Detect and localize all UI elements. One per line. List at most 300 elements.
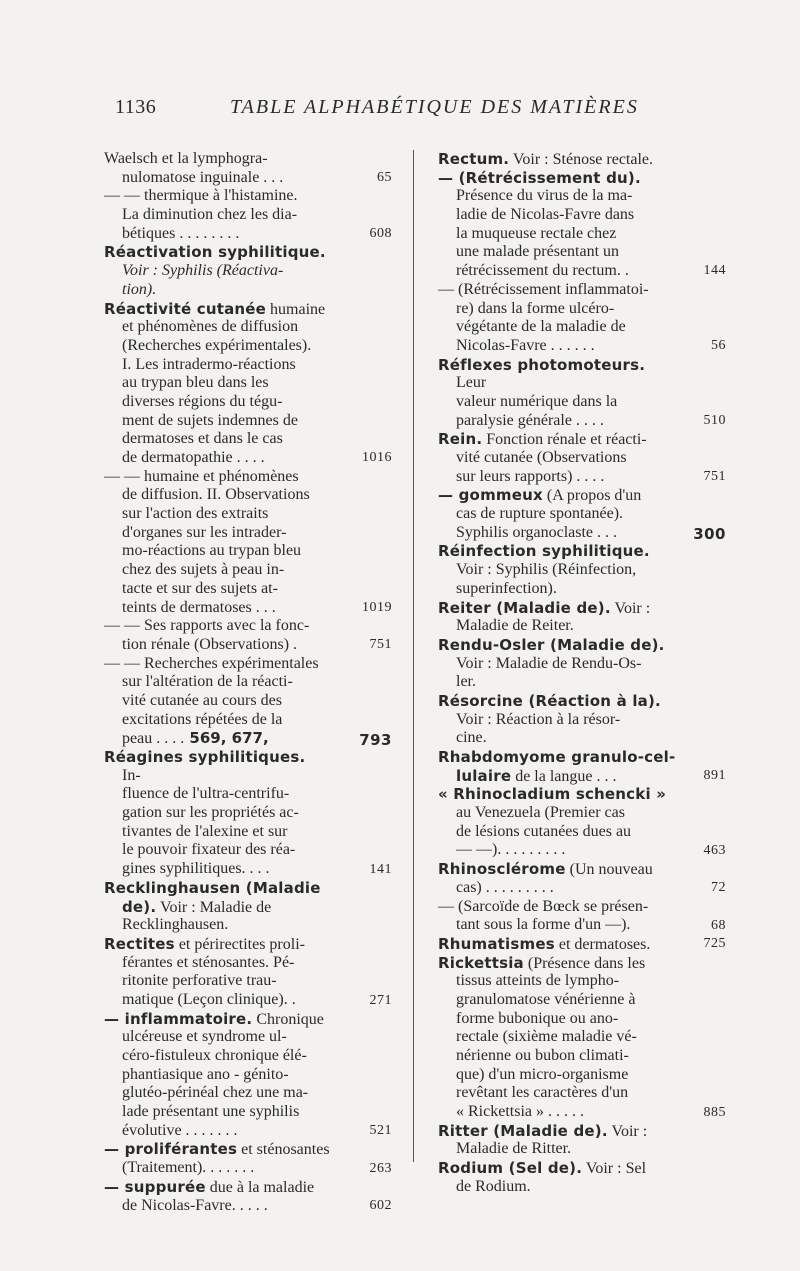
entry-text: Syphilis organoclaste . . . xyxy=(456,523,618,541)
entry-line xyxy=(438,729,681,748)
entry-text: gines syphilitiques. . . . xyxy=(122,860,270,878)
entry-line xyxy=(438,655,681,674)
entry-text: (Traitement). . . . . . . xyxy=(122,1159,255,1177)
entry-line xyxy=(438,393,681,412)
entry-line xyxy=(104,356,377,375)
entry-text: (Un nouveau xyxy=(565,861,653,879)
index-entry xyxy=(438,1122,681,1159)
page-reference: 263 xyxy=(369,1160,392,1176)
entry-line xyxy=(438,1140,681,1159)
entry-line xyxy=(438,935,681,954)
entry-line xyxy=(104,972,377,991)
index-entry xyxy=(438,954,681,1122)
index-entry xyxy=(438,860,681,897)
page-reference: 521 xyxy=(369,1123,392,1139)
entry-line xyxy=(438,954,681,973)
entry-heading: Réinfection syphilitique. xyxy=(438,542,650,561)
running-title: TABLE ALPHABÉTIQUE DES MATIÈRES xyxy=(230,96,639,118)
entry-line xyxy=(104,1028,377,1047)
entry-text: et phénomènes de diffusion xyxy=(122,318,299,336)
page-reference: 72 xyxy=(711,880,726,896)
entry-line xyxy=(104,748,377,767)
entry-text: le pouvoir fixateur des réa- xyxy=(122,841,296,859)
entry-text: Voir : Maladie de Rendu-Os- xyxy=(456,654,642,672)
entry-line xyxy=(104,1010,377,1029)
entry-line xyxy=(104,1159,377,1178)
index-entry xyxy=(438,935,681,954)
entry-line xyxy=(104,412,377,431)
entry-text: ulcéreuse et syndrome ul- xyxy=(122,1028,287,1046)
entry-line xyxy=(104,206,377,225)
entry-text: Voir : Réaction à la résor- xyxy=(456,710,621,728)
page-reference: 68 xyxy=(711,917,726,933)
entry-line xyxy=(104,860,377,879)
entry-text: Chronique xyxy=(252,1010,324,1028)
entry-line xyxy=(438,318,681,337)
entry-line xyxy=(438,1028,681,1047)
entry-text: — — Recherches expérimentales xyxy=(104,654,319,672)
index-entry xyxy=(438,281,681,356)
entry-text: — — thermique à l'histamine. xyxy=(104,187,298,205)
entry-text: vité cutanée au cours des xyxy=(122,691,282,709)
entry-line xyxy=(438,243,681,262)
entry-text: In- xyxy=(122,766,141,784)
entry-text: de la langue . . . xyxy=(511,767,617,785)
page-reference: 751 xyxy=(703,468,726,484)
entry-line xyxy=(438,449,681,468)
index-entry xyxy=(438,692,681,748)
entry-heading: Rodium (Sel de). xyxy=(438,1159,583,1178)
entry-line xyxy=(438,767,681,786)
entry-text: humaine xyxy=(266,300,326,318)
entry-line xyxy=(104,636,377,655)
entry-text: Voir : xyxy=(610,599,651,617)
entry-line xyxy=(438,1103,681,1122)
entry-line xyxy=(104,1178,377,1197)
entry-line xyxy=(104,767,377,786)
entry-text: Voir : Sténose rectale. xyxy=(509,151,654,168)
entry-line xyxy=(104,729,377,748)
entry-line xyxy=(438,580,681,599)
entry-line xyxy=(438,374,681,393)
index-entry xyxy=(438,636,681,692)
entry-text: et sténosantes xyxy=(237,1141,330,1159)
entry-text: dermatoses et dans le cas xyxy=(122,430,283,448)
entry-text: sur l'altération de la réacti- xyxy=(122,673,293,691)
entry-line xyxy=(438,561,681,580)
inline-page-refs: 569, 677, xyxy=(184,729,269,748)
entry-line xyxy=(438,430,681,449)
entry-text: Leur xyxy=(456,374,487,392)
entry-heading: Rhabdomyome granulo-cel- xyxy=(438,748,676,766)
entry-line xyxy=(104,449,377,468)
entry-line xyxy=(438,879,681,898)
index-entry xyxy=(104,1010,377,1141)
entry-text: re) dans la forme ulcéro- xyxy=(456,299,615,317)
entry-text: rétrécissement du rectum. . xyxy=(456,262,629,280)
entry-line xyxy=(104,673,377,692)
page-reference: 602 xyxy=(369,1198,392,1214)
entry-text: rectale (sixième maladie vé- xyxy=(456,1028,637,1046)
entry-heading: — proliférantes xyxy=(104,1140,238,1159)
entry-line xyxy=(438,617,681,636)
entry-line xyxy=(104,393,377,412)
entry-line xyxy=(438,636,681,655)
entry-line xyxy=(104,505,377,524)
entry-text: revêtant les caractères d'un xyxy=(456,1084,629,1102)
entry-line xyxy=(104,580,377,599)
entry-text: de lésions cutanées dues au xyxy=(456,822,632,840)
entry-heading: Réflexes photomoteurs. xyxy=(438,355,646,374)
entry-line xyxy=(104,1066,377,1085)
index-entry xyxy=(104,879,377,935)
entry-line xyxy=(438,505,681,524)
entry-line xyxy=(104,337,377,356)
entry-text: tivantes de l'alexine et sur xyxy=(122,822,288,840)
entry-text: tion). xyxy=(122,280,157,298)
entry-text: peau . . . . xyxy=(122,730,185,748)
entry-text: Maladie de Reiter. xyxy=(456,617,574,635)
entry-text: de Rodium. xyxy=(456,1177,531,1195)
entry-line xyxy=(104,542,377,561)
entry-text: I. Les intradermo-réactions xyxy=(122,355,296,373)
entry-text: cine. xyxy=(456,729,487,747)
entry-text: et périrectites proli- xyxy=(174,935,305,953)
entry-line xyxy=(104,991,377,1010)
entry-line xyxy=(104,804,377,823)
entry-line xyxy=(104,225,377,244)
entry-heading: Réactivation syphilitique. xyxy=(104,243,326,262)
entry-text: tissus atteints de lympho- xyxy=(456,972,620,990)
entry-text: (A propos d'un xyxy=(542,487,642,505)
entry-text: gation sur les propriétés ac- xyxy=(122,804,299,822)
entry-heading: Rein. xyxy=(438,430,483,449)
entry-text: (Recherches expérimentales). xyxy=(122,336,312,354)
entry-line xyxy=(104,823,377,842)
entry-line xyxy=(438,206,681,225)
entry-line xyxy=(438,187,681,206)
entry-line xyxy=(438,225,681,244)
entry-line xyxy=(104,1122,377,1141)
index-entry xyxy=(104,617,377,654)
index-entry xyxy=(438,1159,681,1196)
entry-text: Voir : xyxy=(607,1122,648,1140)
entry-text: férantes et sténosantes. Pé- xyxy=(122,953,295,971)
entry-text: (Présence dans les xyxy=(523,954,646,972)
entry-heading: Rectites xyxy=(104,934,175,953)
page-number: 1136 xyxy=(115,96,157,118)
entry-line xyxy=(438,542,681,561)
entry-line xyxy=(104,711,377,730)
page-reference: 144 xyxy=(703,263,726,279)
page-reference: 300 xyxy=(693,525,726,543)
entry-text: superinfection). xyxy=(456,579,557,597)
entry-text: d'organes sur les intrader- xyxy=(122,523,287,541)
entry-text: fluence de l'ultra-centrifu- xyxy=(122,785,290,803)
entry-text: excitations répétées de la xyxy=(122,710,283,728)
entry-line xyxy=(438,150,681,169)
entry-text: Voir : Sel xyxy=(582,1160,647,1178)
entry-line xyxy=(438,1010,681,1029)
entry-text: — — Ses rapports avec la fonc- xyxy=(104,617,310,635)
entry-line xyxy=(104,841,377,860)
entry-heading: Rectum. xyxy=(438,150,510,168)
entry-line xyxy=(104,655,377,674)
page-reference: 608 xyxy=(369,225,392,241)
left-column xyxy=(104,150,377,1215)
entry-text: paralysie générale . . . . xyxy=(456,411,604,429)
page-reference: 725 xyxy=(703,936,726,952)
entry-text: ladie de Nicolas-Favre dans xyxy=(456,206,635,224)
index-entry xyxy=(104,1178,377,1215)
entry-text: nérienne ou bubon climati- xyxy=(456,1047,629,1064)
entry-line xyxy=(438,1159,681,1178)
column-divider xyxy=(413,150,414,1162)
entry-line xyxy=(104,430,377,449)
entry-text: teints de dermatoses . . . xyxy=(122,598,276,616)
index-entry xyxy=(104,187,377,243)
page-reference: 510 xyxy=(703,412,726,428)
entry-line xyxy=(104,374,377,393)
entry-heading: Rhinosclérome xyxy=(438,860,566,879)
entry-line xyxy=(438,356,681,375)
entry-text: mo-réactions au trypan bleu xyxy=(122,542,302,560)
entry-line xyxy=(104,281,377,300)
entry-text: chez des sujets à peau in- xyxy=(122,561,285,579)
entry-heading: — gommeux xyxy=(438,486,543,505)
page-reference: 271 xyxy=(369,992,392,1008)
entry-line xyxy=(438,972,681,991)
entry-text: — (Sarcoïde de Bœck se présen- xyxy=(438,897,649,915)
entry-text: bétiques . . . . . . . . xyxy=(122,224,240,242)
entry-line xyxy=(438,599,681,618)
entry-line xyxy=(438,412,681,431)
entry-heading: Recklinghausen (Maladie xyxy=(104,878,321,897)
entry-line xyxy=(438,262,681,281)
entry-line xyxy=(438,673,681,692)
entry-heading: — suppurée xyxy=(104,1177,206,1196)
entry-line xyxy=(438,785,681,804)
entry-line xyxy=(438,898,681,917)
entry-text: Voir : Maladie de xyxy=(156,898,272,916)
entry-text: tant sous la forme d'un —). xyxy=(456,916,631,934)
entry-text: Voir : Syphilis (Réactiva- xyxy=(122,262,284,280)
entry-line xyxy=(438,337,681,356)
entry-line xyxy=(104,300,377,319)
entry-line xyxy=(438,823,681,842)
entry-line xyxy=(438,711,681,730)
entry-text: et dermatoses. xyxy=(554,935,651,953)
entry-text: due à la maladie xyxy=(205,1178,315,1196)
entry-heading: Rhumatismes xyxy=(438,934,555,953)
entry-line xyxy=(104,599,377,618)
entry-line xyxy=(104,916,377,935)
page-reference: 141 xyxy=(369,861,392,877)
page-reference: 1019 xyxy=(362,599,392,615)
entry-text: Recklinghausen. xyxy=(122,916,229,934)
entry-line xyxy=(104,785,377,804)
entry-line xyxy=(104,1103,377,1122)
entry-text: de diffusion. II. Observations xyxy=(122,486,310,504)
entry-text: de dermatopathie . . . . xyxy=(122,449,265,466)
entry-text: — — humaine et phénomènes xyxy=(104,467,299,485)
entry-text: valeur numérique dans la xyxy=(456,392,618,410)
entry-line xyxy=(104,617,377,636)
entry-line xyxy=(104,1197,377,1216)
entry-text: Maladie de Ritter. xyxy=(456,1140,572,1158)
entry-text: ritonite perforative trau- xyxy=(122,972,277,990)
entry-text: tacte et sur des sujets at- xyxy=(122,579,278,597)
entry-heading: Réagines syphilitiques. xyxy=(104,748,306,766)
page-reference: 65 xyxy=(377,169,392,185)
entry-heading: Réactivité cutanée xyxy=(104,299,267,318)
entry-line xyxy=(104,898,377,917)
right-column xyxy=(438,150,681,1197)
page-reference: 56 xyxy=(711,338,726,353)
entry-text: cas) . . . . . . . . . xyxy=(456,878,554,896)
entry-text: diverses régions du tégu- xyxy=(122,392,283,410)
page-header xyxy=(0,96,800,136)
entry-line xyxy=(438,169,681,188)
index-entry xyxy=(104,300,377,468)
entry-heading: Rickettsia xyxy=(438,953,524,972)
page-reference: 885 xyxy=(703,1104,726,1120)
index-entry xyxy=(438,430,681,486)
entry-line xyxy=(104,1140,377,1159)
entry-line xyxy=(104,692,377,711)
page-reference: 891 xyxy=(703,768,726,784)
entry-text: lade présentant une syphilis xyxy=(122,1103,300,1121)
entry-line xyxy=(438,841,681,860)
entry-line xyxy=(104,187,377,206)
entry-text: Waelsch et la lymphogra- xyxy=(104,150,268,167)
entry-line xyxy=(438,468,681,487)
entry-line xyxy=(438,486,681,505)
index-entry xyxy=(438,785,681,860)
entry-heading: « Rhinocladium schencki » xyxy=(438,785,667,804)
entry-heading: — (Rétrécissement du). xyxy=(438,168,641,187)
entry-text: — —). . . . . . . . . xyxy=(456,841,566,859)
entry-text: — (Rétrécissement inflammatoi- xyxy=(438,280,649,298)
entry-line xyxy=(438,692,681,711)
entry-line xyxy=(104,879,377,898)
entry-line xyxy=(104,935,377,954)
entry-text: La diminution chez les dia- xyxy=(122,206,298,224)
index-entry xyxy=(438,898,681,935)
index-entry xyxy=(104,468,377,618)
index-entry xyxy=(104,748,377,879)
page-reference: 751 xyxy=(369,637,392,653)
entry-line xyxy=(104,954,377,973)
entry-line xyxy=(438,1066,681,1085)
entry-text: évolutive . . . . . . . xyxy=(122,1121,238,1139)
entry-line xyxy=(438,1122,681,1141)
entry-line xyxy=(104,561,377,580)
entry-line xyxy=(438,991,681,1010)
index-entry xyxy=(438,169,681,281)
index-entry xyxy=(438,356,681,431)
entry-line xyxy=(438,524,681,543)
entry-text: cas de rupture spontanée). xyxy=(456,505,624,523)
entry-heading: — inflammatoire. xyxy=(104,1009,253,1028)
entry-line xyxy=(104,150,377,169)
entry-heading: Rendu-Osler (Maladie de). xyxy=(438,635,665,654)
entry-text: végétante de la maladie de xyxy=(456,318,626,336)
entry-line xyxy=(104,1084,377,1103)
entry-line xyxy=(438,1084,681,1103)
entry-line xyxy=(104,524,377,543)
entry-line xyxy=(438,860,681,879)
entry-text: forme bubonique ou ano- xyxy=(456,1009,619,1027)
index-entry xyxy=(438,542,681,598)
index-entry xyxy=(104,655,377,748)
index-entry xyxy=(104,150,377,187)
entry-line xyxy=(104,243,377,262)
entry-text: vité cutanée (Observations xyxy=(456,449,627,466)
entry-text: Fonction rénale et réacti- xyxy=(482,431,647,449)
entry-text: granulomatose vénérienne à xyxy=(456,990,636,1008)
entry-line xyxy=(438,300,681,319)
entry-text: ment de sujets indemnes de xyxy=(122,411,298,429)
entry-text: nulomatose inguinale . . . xyxy=(122,168,284,186)
entry-heading: lulaire xyxy=(456,766,512,785)
entry-text: glutéo-périnéal chez une ma- xyxy=(122,1084,309,1102)
index-entry xyxy=(438,599,681,636)
entry-text: tion rénale (Observations) . xyxy=(122,635,298,653)
entry-line xyxy=(438,748,681,767)
entry-line xyxy=(104,1047,377,1066)
entry-heading: Ritter (Maladie de). xyxy=(438,1121,608,1140)
entry-text: la muqueuse rectale chez xyxy=(456,224,617,242)
entry-line xyxy=(104,262,377,281)
entry-text: sur l'action des extraits xyxy=(122,505,269,523)
entry-text: ler. xyxy=(456,673,476,691)
index-entry xyxy=(104,935,377,1010)
entry-text: Nicolas-Favre . . . . . . xyxy=(456,336,595,354)
entry-heading: Reiter (Maladie de). xyxy=(438,598,611,617)
entry-text: Voir : Syphilis (Réinfection, xyxy=(456,561,637,579)
entry-text: sur leurs rapports) . . . . xyxy=(456,467,605,485)
entry-line xyxy=(438,804,681,823)
entry-heading: Résorcine (Réaction à la). xyxy=(438,691,661,710)
index-entry xyxy=(438,748,681,785)
entry-heading: de). xyxy=(122,897,157,916)
entry-line xyxy=(104,169,377,188)
page-reference: 1016 xyxy=(362,450,392,466)
entry-text: « Rickettsia » . . . . . xyxy=(456,1103,584,1121)
index-entry xyxy=(104,243,377,299)
entry-text: Présence du virus de la ma- xyxy=(456,187,633,205)
entry-text: matique (Leçon clinique). . xyxy=(122,990,296,1008)
page-reference: 793 xyxy=(359,730,392,749)
entry-line xyxy=(438,916,681,935)
entry-line xyxy=(438,281,681,300)
page-reference: 463 xyxy=(703,842,726,858)
entry-text: au trypan bleu dans les xyxy=(122,374,269,392)
entry-line xyxy=(104,318,377,337)
entry-text: céro-fistuleux chronique élé- xyxy=(122,1047,307,1064)
entry-line xyxy=(104,468,377,487)
index-entry xyxy=(438,150,681,169)
index-entry xyxy=(438,486,681,542)
entry-text: phantiasique ano - génito- xyxy=(122,1065,289,1083)
entry-text: de Nicolas-Favre. . . . . xyxy=(122,1196,268,1214)
entry-line xyxy=(438,1178,681,1197)
entry-line xyxy=(438,1047,681,1066)
entry-text: une malade présentant un xyxy=(456,243,620,261)
entry-line xyxy=(104,486,377,505)
index-entry xyxy=(104,1140,377,1177)
